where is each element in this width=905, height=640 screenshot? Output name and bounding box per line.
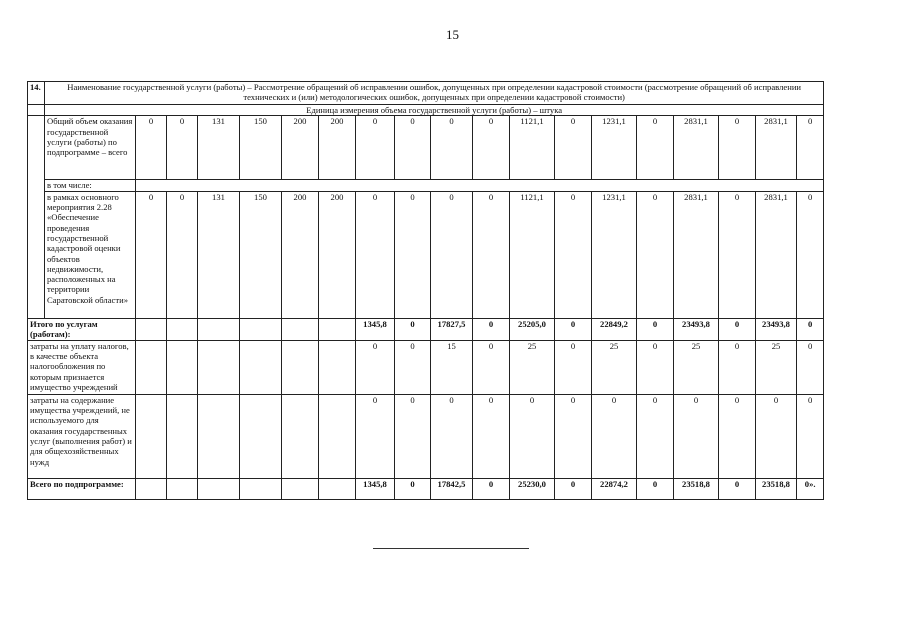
value-cell: 0 — [719, 340, 756, 394]
value-cell: 0 — [637, 318, 674, 340]
value-cell — [319, 478, 356, 499]
value-cell: 2831,1 — [674, 191, 719, 318]
row-label: затраты на содержание имущества учреждений, не используемого для оказания государственных услуг (выполнения работ) и для общехозяйственных нужд — [28, 394, 136, 478]
value-cell: 0 — [356, 191, 395, 318]
value-cell: 1231,1 — [592, 191, 637, 318]
value-cell — [136, 394, 167, 478]
row-label: Общий объем оказания государственной услуги (работы) по подпрограмме – всего — [45, 116, 136, 180]
value-cell: 25 — [592, 340, 637, 394]
value-cell: 131 — [198, 116, 240, 180]
value-cell: 1345,8 — [356, 318, 395, 340]
value-cell: 200 — [319, 191, 356, 318]
row-label: в рамках основного мероприятия 2.28 «Обеспечение проведения государственной кадастровой оценки объектов недвижимости, расположенных на территории Саратовской области» — [45, 191, 136, 318]
value-cell: 23493,8 — [756, 318, 797, 340]
value-cell — [282, 318, 319, 340]
value-cell: 25 — [674, 340, 719, 394]
unit-line: Единица измерения объема государственной услуги (работы) – штука — [45, 105, 824, 116]
value-cell: 150 — [240, 116, 282, 180]
value-cell: 0 — [555, 191, 592, 318]
value-cell: 0 — [395, 394, 431, 478]
empty-cell — [28, 105, 45, 116]
value-cell — [136, 478, 167, 499]
unit-row — [28, 105, 824, 116]
value-cell — [319, 318, 356, 340]
value-cell: 0 — [555, 116, 592, 180]
value-cell: 0 — [473, 318, 510, 340]
value-cell: 0 — [136, 116, 167, 180]
value-cell: 0 — [637, 394, 674, 478]
empty-cell — [136, 180, 824, 191]
value-cell: 0 — [719, 191, 756, 318]
subprogram-table — [27, 81, 824, 500]
value-cell — [198, 318, 240, 340]
value-cell: 17827,5 — [431, 318, 473, 340]
value-cell: 17842,5 — [431, 478, 473, 499]
value-cell — [240, 394, 282, 478]
value-cell: 0 — [555, 340, 592, 394]
value-cell — [282, 478, 319, 499]
value-cell: 25230,0 — [510, 478, 555, 499]
value-cell: 0 — [797, 340, 824, 394]
value-cell: 23493,8 — [674, 318, 719, 340]
value-cell: 0 — [797, 394, 824, 478]
table-row — [28, 116, 824, 180]
value-cell: 150 — [240, 191, 282, 318]
table-row — [28, 180, 824, 191]
row-label: Итого по услугам (работам): — [28, 318, 136, 340]
value-cell: 200 — [282, 116, 319, 180]
value-cell: 0 — [637, 340, 674, 394]
value-cell — [198, 394, 240, 478]
value-cell — [319, 394, 356, 478]
title-row — [28, 82, 824, 105]
row-label: Всего по подпрограмме: — [28, 478, 136, 499]
service-name: Наименование государственной услуги (работы) – Рассмотрение обращений об исправлении ошибок, допущенных при определении кадастровой стоимости (рассмотрение обращений об исправлении технических и (или) методологических ошибок, допущенных при определении кадастровой стоимости) — [45, 82, 824, 105]
value-cell — [282, 394, 319, 478]
row-label: затраты на уплату налогов, в качестве объекта налогообложения по которым признается имущество учреждений — [28, 340, 136, 394]
value-cell — [167, 318, 198, 340]
table-row — [28, 478, 824, 499]
value-cell: 0 — [395, 318, 431, 340]
value-cell: 2831,1 — [674, 116, 719, 180]
value-cell: 0 — [719, 394, 756, 478]
value-cell: 0 — [637, 116, 674, 180]
value-cell: 0 — [797, 191, 824, 318]
value-cell: 1121,1 — [510, 191, 555, 318]
value-cell — [167, 394, 198, 478]
value-cell — [319, 340, 356, 394]
row-number: 14. — [28, 82, 45, 105]
value-cell: 0 — [555, 394, 592, 478]
value-cell: 2831,1 — [756, 191, 797, 318]
value-cell: 0 — [637, 191, 674, 318]
value-cell: 1345,8 — [356, 478, 395, 499]
value-cell: 0 — [395, 116, 431, 180]
value-cell: 0 — [797, 318, 824, 340]
table-row — [28, 394, 824, 478]
value-cell: 0 — [395, 478, 431, 499]
value-cell: 0 — [167, 116, 198, 180]
value-cell — [282, 340, 319, 394]
value-cell: 1231,1 — [592, 116, 637, 180]
value-cell: 0 — [555, 478, 592, 499]
value-cell: 0 — [167, 191, 198, 318]
value-cell: 0 — [431, 394, 473, 478]
value-cell: 23518,8 — [674, 478, 719, 499]
value-cell — [240, 340, 282, 394]
value-cell — [240, 318, 282, 340]
value-cell: 0 — [356, 116, 395, 180]
value-cell — [198, 478, 240, 499]
value-cell: 0 — [592, 394, 637, 478]
value-cell: 0 — [136, 191, 167, 318]
value-cell: 25 — [756, 340, 797, 394]
value-cell: 200 — [282, 191, 319, 318]
value-cell: 0 — [473, 478, 510, 499]
value-cell: 0 — [431, 191, 473, 318]
value-cell: 0 — [719, 116, 756, 180]
value-cell: 131 — [198, 191, 240, 318]
value-cell — [136, 340, 167, 394]
value-cell — [167, 340, 198, 394]
value-cell: 23518,8 — [756, 478, 797, 499]
value-cell: 0 — [395, 191, 431, 318]
value-cell: 0 — [719, 318, 756, 340]
value-cell: 0 — [555, 318, 592, 340]
value-cell: 0 — [473, 394, 510, 478]
value-cell: 25205,0 — [510, 318, 555, 340]
value-cell: 0 — [473, 191, 510, 318]
value-cell: 0 — [431, 116, 473, 180]
value-cell: 22874,2 — [592, 478, 637, 499]
value-cell: 0». — [797, 478, 824, 499]
value-cell: 0 — [637, 478, 674, 499]
page-number: 15 — [446, 27, 459, 42]
value-cell: 0 — [395, 340, 431, 394]
value-cell: 0 — [356, 340, 395, 394]
table-row — [28, 191, 824, 318]
value-cell: 2831,1 — [756, 116, 797, 180]
value-cell: 0 — [473, 340, 510, 394]
value-cell: 25 — [510, 340, 555, 394]
table-row — [28, 340, 824, 394]
value-cell — [136, 318, 167, 340]
value-cell: 1121,1 — [510, 116, 555, 180]
value-cell: 0 — [510, 394, 555, 478]
footer-divider — [373, 548, 529, 549]
value-cell: 15 — [431, 340, 473, 394]
value-cell: 0 — [756, 394, 797, 478]
empty-cell — [28, 116, 45, 318]
value-cell: 0 — [674, 394, 719, 478]
value-cell: 200 — [319, 116, 356, 180]
value-cell — [167, 478, 198, 499]
row-label: в том числе: — [45, 180, 136, 191]
value-cell: 22849,2 — [592, 318, 637, 340]
value-cell: 0 — [719, 478, 756, 499]
value-cell — [198, 340, 240, 394]
value-cell: 0 — [473, 116, 510, 180]
table-row — [28, 318, 824, 340]
value-cell: 0 — [356, 394, 395, 478]
value-cell: 0 — [797, 116, 824, 180]
value-cell — [240, 478, 282, 499]
